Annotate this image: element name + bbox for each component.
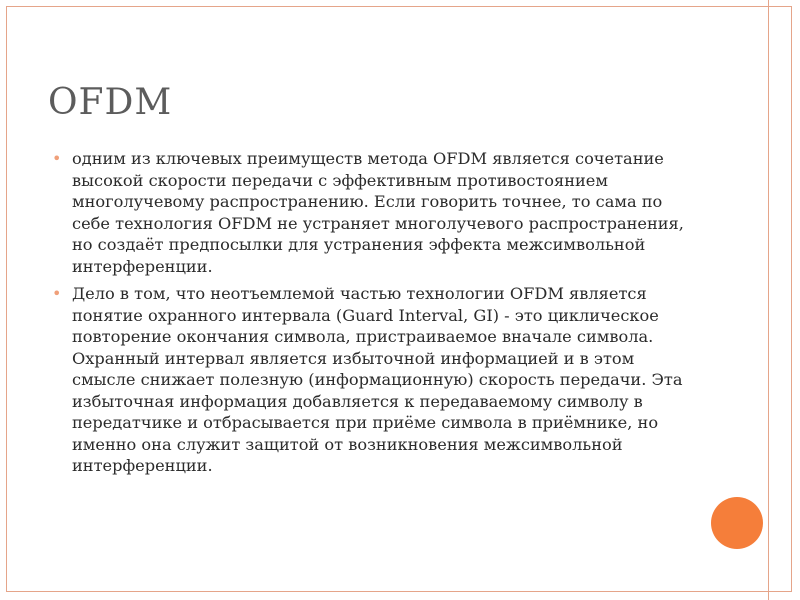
bullet-item — [48, 283, 698, 477]
bullet-list — [48, 148, 698, 483]
slide-title: OFDM — [48, 82, 173, 123]
bullet-item — [48, 148, 698, 277]
decorative-circle — [711, 497, 763, 549]
bullet-text: одним из ключевых преимуществ метода OFDM является сочетание высокой скорости передачи с эффективным противостоянием многолучевому распространению. Если говорить точнее, то сама по себе технология OFDM не устраняет многолучевого распространения, но создаёт предпосылки для устранения эффекта межсимвольной интерференции. — [72, 149, 684, 276]
decorative-vertical-line — [768, 0, 769, 600]
bullet-text: Дело в том, что неотъемлемой частью технологии OFDM является понятие охранного интервала (Guard Interval, GI) - это циклическое повторение окончания символа, пристраиваемое вначале символа. Охранный интервал является избыточной информацией и в этом смысле снижает полезную (информационную) скорость передачи. Эта избыточная информация добавляется к передаваемому символу в передатчике и отбрасывается при приёме символа в приёмнике, но именно она служит защитой от возникновения межсимвольной интерференции. — [72, 284, 683, 475]
bullet-marker: • — [52, 284, 62, 303]
bullet-marker: • — [52, 149, 62, 168]
